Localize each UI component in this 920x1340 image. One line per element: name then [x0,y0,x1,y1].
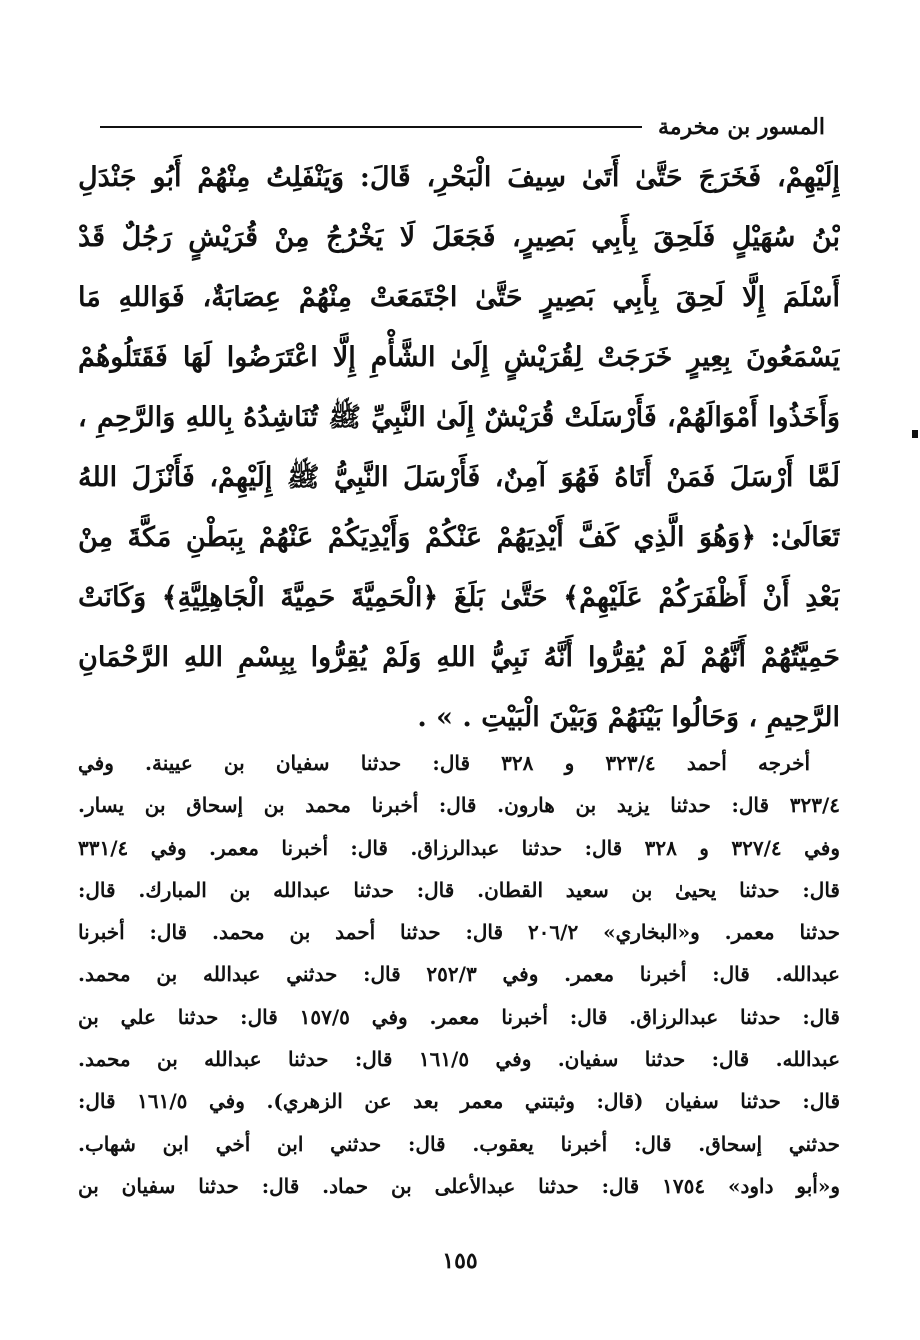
takhrij-note-line: حدثنا معمر. و«البخاري» ٢٠٦/٢ قال: حدثنا أحمد بن محمد. قال: أخبرنا [78,920,840,945]
page-number: ١٥٥ [442,1248,478,1274]
takhrij-note-line: قال: حدثنا عبدالرزاق. قال: أخبرنا معمر. وفي ١٥٧/٥ قال: حدثنا علي بن [78,1004,840,1029]
takhrij-note-line: ٣٢٣/٤ قال: حدثنا يزيد بن هارون. قال: أخبرنا محمد بن إسحاق بن يسار. [78,793,840,818]
takhrij-note-line: و«أبو داود» ١٧٥٤ قال: حدثنا عبدالأعلى بن حماد. قال: حدثنا سفيان بن [78,1173,840,1198]
hadith-text-line: يَسْمَعُونَ بِعِيرٍ خَرَجَتْ لِقُرَيْشٍ إِلَىٰ الشَّأْمِ إِلَّا اعْتَرَضُوا لَهَا فَقَتَلُوهُمْ [78,342,840,373]
scan-edge-mark [912,430,918,438]
hadith-text-line: أَسْلَمَ إِلَّا لَحِقَ بِأَبِي بَصِيرٍ حَتَّىٰ اجْتَمَعَتْ مِنْهُمْ عِصَابَةٌ، فَوَاللهِ مَا [78,282,840,313]
takhrij-note-line: أخرجه أحمد ٣٢٣/٤ و ٣٢٨ قال: حدثنا سفيان بن عيينة. وفي [78,751,811,775]
hadith-text-line: الرَّحِيمِ ، وَحَالُوا بَيْنَهُمْ وَبَيْنَ الْبَيْتِ . » . [417,702,840,733]
takhrij-note-line: قال: حدثنا سفيان (قال: وثبتني معمر بعد عن الزهري). وفي ١٦١/٥ قال: [78,1089,840,1114]
hadith-text-line: حَمِيَّتُهُمْ أَنَّهُمْ لَمْ يُقِرُّوا أَنَّهُ نَبِيُّ اللهِ وَلَمْ يُقِرُّوا بِبِسْمِ اللهِ الرَّحْمَانِ [78,642,840,673]
header-rule [100,126,642,128]
takhrij-note-line: عبدالله. قال: حدثنا سفيان. وفي ١٦١/٥ قال: حدثنا عبدالله بن محمد. [78,1047,840,1072]
hadith-text-line: وَأَخَذُوا أَمْوَالَهُمْ، فَأَرْسَلَتْ قُرَيْشٌ إِلَىٰ النَّبِيِّ ﷺ تُنَاشِدُهُ بِاللهِ وَالرَّحِمِ ، [78,402,840,433]
running-title: المسور بن مخرمة [657,114,825,140]
takhrij-note-line: وفي ٣٢٧/٤ و ٣٢٨ قال: حدثنا عبدالرزاق. قال: أخبرنا معمر. وفي ٣٣١/٤ [78,835,840,860]
hadith-text-block [78,148,840,748]
hadith-text-line: بْنُ سُهَيْلٍ فَلَحِقَ بِأَبِي بَصِيرٍ، فَجَعَلَ لَا يَخْرُجُ مِنْ قُرَيْشٍ رَجُلٌ قَدْ [78,222,840,253]
running-header [100,112,825,142]
hadith-text-line: إِلَيْهِمْ، فَخَرَجَ حَتَّىٰ أَتَىٰ سِيفَ الْبَحْرِ، قَالَ: وَيَنْفَلِتُ مِنْهُمْ أَبُو جَنْدَلِ [78,162,840,193]
hadith-text-line: لَمَّا أَرْسَلَ فَمَنْ أَتَاهُ فَهُوَ آمِنٌ، فَأَرْسَلَ النَّبِيُّ ﷺ إِلَيْهِمْ، فَأَنْزَلَ اللهُ [78,462,840,493]
takhrij-notes-block [78,742,840,1207]
takhrij-note-line: قال: حدثنا يحيىٰ بن سعيد القطان. قال: حدثنا عبدالله بن المبارك. قال: [78,877,840,902]
takhrij-note-line: حدثني إسحاق. قال: أخبرنا يعقوب. قال: حدثني ابن أخي ابن شهاب. [78,1131,840,1156]
hadith-text-line: تَعَالَىٰ: ﴿وَهُوَ الَّذِي كَفَّ أَيْدِيَهُمْ عَنْكُمْ وَأَيْدِيَكُمْ عَنْهُمْ بِبَطْنِ مَكَّةَ مِنْ [78,522,840,553]
hadith-text-line: بَعْدِ أَنْ أَظْفَرَكُمْ عَلَيْهِمْ﴾ حَتَّىٰ بَلَغَ ﴿الْحَمِيَّةَ حَمِيَّةَ الْجَاهِلِيَّةِ﴾ وَكَانَتْ [78,582,840,613]
takhrij-note-line: عبدالله. قال: أخبرنا معمر. وفي ٢٥٢/٣ قال: حدثني عبدالله بن محمد. [78,962,840,987]
